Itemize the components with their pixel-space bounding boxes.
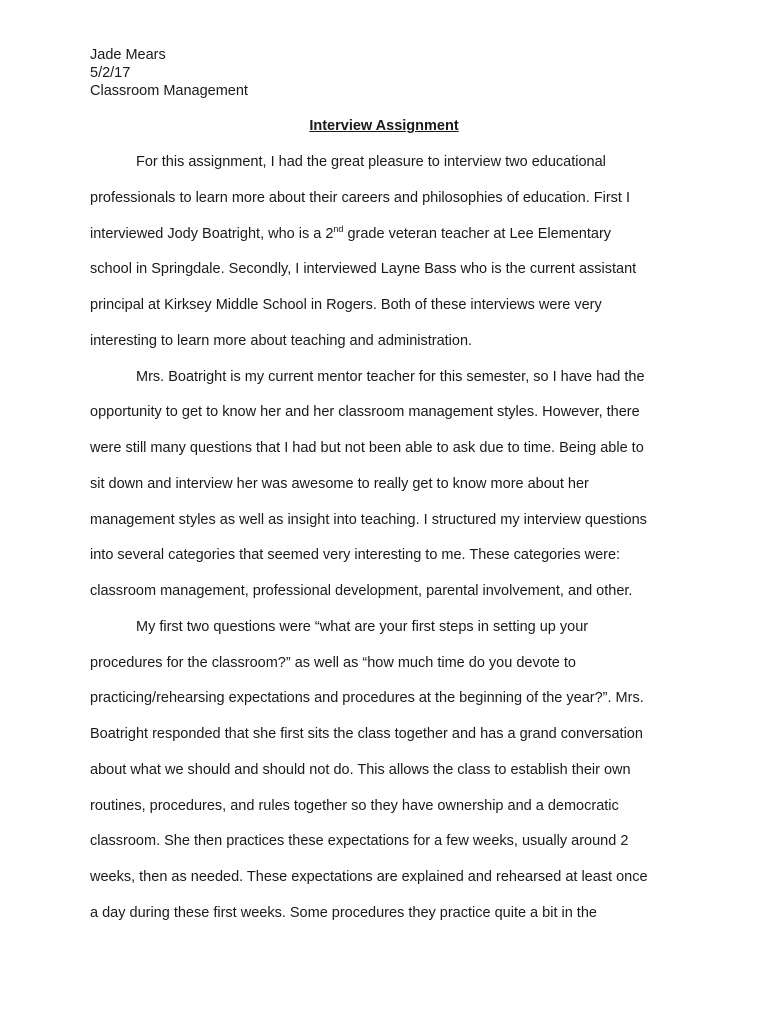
text-line: For this assignment, I had the great pleasure to interview two educational bbox=[136, 154, 606, 170]
text-line: professionals to learn more about their careers and philosophies of education. First I bbox=[90, 189, 631, 206]
text-line: were still many questions that I had but not been able to ask due to time. Being able to bbox=[90, 440, 644, 456]
text-line: routines, procedures, and rules together so they have ownership and a democratic bbox=[90, 797, 619, 814]
text-line: Mrs. Boatright is my current mentor teacher for this semester, so I have had the bbox=[136, 368, 645, 385]
text-line: procedures for the classroom?” as well as “how much time do you devote to bbox=[90, 654, 576, 671]
text-segment: interviewed Jody Boatright, who is a 2 bbox=[90, 225, 334, 242]
text-line: school in Springdale. Secondly, I interviewed Layne Bass who is the current assistant bbox=[90, 261, 637, 278]
document-header bbox=[90, 46, 248, 100]
text-line: practicing/rehearsing expectations and procedures at the beginning of the year?”. Mrs. bbox=[90, 690, 644, 707]
text-line: principal at Kirksey Middle School in Rogers. Both of these interviews were very bbox=[90, 297, 602, 313]
document-title: Interview Assignment bbox=[309, 118, 459, 134]
text-line: Boatright responded that she first sits the class together and has a grand conversation bbox=[90, 726, 643, 742]
text-line: My first two questions were “what are your first steps in setting up your bbox=[136, 618, 589, 635]
text-line: a day during these first weeks. Some procedures they practice quite a bit in the bbox=[90, 904, 597, 921]
text-line: weeks, then as needed. These expectations are explained and rehearsed at least once bbox=[90, 869, 648, 885]
text-line: classroom. She then practices these expectations for a few weeks, usually around 2 bbox=[90, 833, 629, 850]
text-line: about what we should and should not do. This allows the class to establish their own bbox=[90, 761, 631, 778]
text-line: interesting to learn more about teaching and administration. bbox=[90, 332, 473, 349]
ordinal-superscript: nd bbox=[333, 223, 344, 234]
course-name: Classroom Management bbox=[90, 83, 248, 99]
author-name: Jade Mears bbox=[90, 47, 166, 63]
document-body bbox=[90, 151, 690, 938]
text-line: sit down and interview her was awesome to really get to know more about her bbox=[90, 475, 589, 492]
text-line: management styles as well as insight into teaching. I structured my interview questions bbox=[90, 511, 647, 528]
text-line: opportunity to get to know her and her classroom management styles. However, there bbox=[90, 404, 640, 421]
text-segment: grade veteran teacher at Lee Elementary bbox=[343, 225, 612, 242]
text-line bbox=[90, 223, 690, 259]
text-line: classroom management, professional development, parental involvement, and other. bbox=[90, 583, 633, 599]
document-date: 5/2/17 bbox=[90, 65, 131, 81]
text-line: into several categories that seemed very interesting to me. These categories were: bbox=[90, 547, 621, 564]
